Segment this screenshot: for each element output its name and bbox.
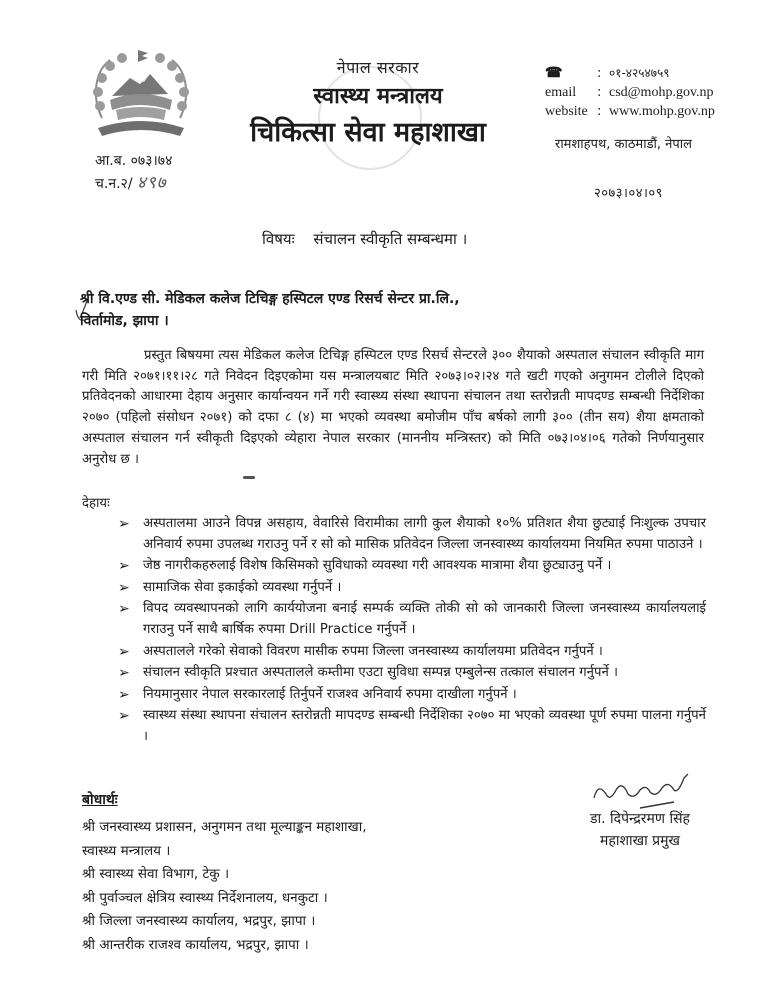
letter-body: प्रस्तुत बिषयमा त्यस मेडिकल कलेज टिचिङ्ग हस्पिटल एण्ड रिसर्च सेन्टरले ३०० शैयाको अस्पताल संचालन स्वीकृति माग गरी मिति २०७१।११।२८ गते निवेदन दिइएकोमा यस मन्त्रालयबाट मिति २०७३।०२।२४ गते खटी गएको अनुगमन टोलीले दिएको प्रतिवेदनको आधारमा देहाय अनुसार कार्यान्वयन गर्ने गरी स्वास्थ्य संस्था स्थापना संचालन तथा स्तरोन्नती मापदण्ड सम्बन्धी निर्देशिका २०७० (पहिलो संसोधन २०७१) को दफा ८ (४) मा भएको व्यवस्था बमोजीम पाँच बर्षको लागी ३०० (तीन सय) शैया क्षमताको अस्पताल संचालन गर्न स्वीकृती दिइएको व्येहारा नेपाल सरकार (माननीय मन्त्रिस्तर) को मिति ०७३।०४।०६ गतेको निर्णयानुसार अनुरोध छ । <box>82 348 704 467</box>
arrow-bullet-icon: ➢ <box>118 579 130 596</box>
arrow-bullet-icon: ➢ <box>118 643 130 660</box>
reference-block <box>95 150 172 195</box>
email-label: email <box>545 85 577 100</box>
subject-line <box>262 229 467 249</box>
arrow-bullet-icon: ➢ <box>118 558 130 575</box>
letterhead <box>250 56 498 149</box>
division-name: चिकित्सा सेवा महाशाखा <box>250 117 486 148</box>
dispatch-number-row <box>95 172 172 195</box>
dispatch-prefix: च.न.२/ <box>95 176 133 192</box>
condition-item: ➢ स्वास्थ्य संस्था स्थापना संचालन स्तरोन्नती मापदण्ड सम्बन्धी निर्देशिका २०७० मा भएको व्यवस्था पूर्ण रुपमा पालना गर्नुपर्ने । <box>118 708 706 744</box>
signatory-title: महाशाखा प्रमुख <box>600 833 680 849</box>
condition-item: ➢ अस्पतालमा आउने विपन्न असहाय, वेवारिसे विरामीका लागी कुल शैयाको १०% प्रतिशत शैया छुट्याई निःशुल्क उपचार अनिवार्य रुपमा उपलब्ध गराउनु पर्ने र सो को मासिक प्रतिवेदन जिल्ला जनस्वास्थ्य कार्यालयमा नियमित रुपमा पाठाउने । <box>118 516 706 552</box>
contact-block <box>545 64 715 121</box>
fiscal-year: आ.ब. ०७३।७४ <box>95 153 173 169</box>
conditions-heading: देहायः <box>82 496 110 511</box>
letter-date: २०७३।०४।०९ <box>594 186 663 201</box>
signature-icon <box>588 772 698 812</box>
telephone-icon: ☎ <box>545 66 563 81</box>
website-label: website <box>545 104 588 119</box>
arrow-bullet-icon: ➢ <box>118 708 130 725</box>
arrow-bullet-icon: ➢ <box>118 665 130 682</box>
condition-item: ➢ अस्पतालले गरेको सेवाको विवरण मासीक रुपमा जिल्ला जनस्वास्थ्य कार्यालयमा प्रतिवेदन गर्नुपर्ने । <box>118 642 706 663</box>
signatory-name: डा. दिपेन्द्ररमण सिंह <box>590 811 690 827</box>
addressee <box>80 288 460 332</box>
office-address: रामशाहपथ, काठमाडौं, नेपाल <box>555 137 692 152</box>
cc-recipient: श्री जिल्ला जनस्वास्थ्य कार्यालय, भद्रपुर, झापा । <box>82 913 316 929</box>
dispatch-number: ४९७ <box>137 173 167 193</box>
condition-item: ➢ सामाजिक सेवा इकाईको व्यवस्था गर्नुपर्ने । <box>118 578 706 599</box>
conditions-list <box>118 514 706 749</box>
cc-recipient: श्री आन्तरीक राजश्व कार्यालय, भद्रपुर, झापा । <box>82 936 309 953</box>
cc-heading: बोधार्थः <box>82 792 118 808</box>
condition-item: ➢ विपद व्यवस्थापनको लागि कार्ययोजना बनाई सम्पर्क व्यक्ति तोकी सो को जानकारी जिल्ला जनस्वास्थ्य कार्यालयलाई गराउनु पर्ने साथै बार्षिक रुपमा Drill Practice गर्नुपर्ने । <box>118 601 706 637</box>
arrow-bullet-icon: ➢ <box>118 686 130 703</box>
condition-item: ➢ जेष्ठ नागरीकहरुलाई विशेष किसिमको सुविधाको व्यवस्था गरी आवश्यक मात्रामा शैया छुट्याउनु पर्ने । <box>118 556 706 577</box>
cc-recipient: श्री पुर्वाञ्चल क्षेत्रिय स्वास्थ्य निर्देशनालय, धनकुटा । <box>82 889 328 906</box>
ministry-name: स्वास्थ्य मन्त्रालय <box>313 84 443 109</box>
email-row: email : csd@mohp.gov.np <box>545 85 714 100</box>
arrow-bullet-icon: ➢ <box>118 601 130 618</box>
website-link[interactable]: www.mohp.gov.np <box>609 104 715 119</box>
nepal-emblem-icon <box>88 48 194 144</box>
condition-item: ➢ नियमानुसार नेपाल सरकारलाई तिर्नुपर्ने राजश्व अनिवार्य रुपमा दाखीला गर्नुपर्ने । <box>118 685 706 706</box>
cc-recipient: श्री जनस्वास्थ्य प्रशासन, अनुगमन तथा मूल्याङ्कन महाशाखा, <box>82 819 367 835</box>
cc-recipient: स्वास्थ्य मन्त्रालय । <box>82 842 171 859</box>
subject-label: विषयः <box>262 230 295 248</box>
condition-item: ➢ संचालन स्वीकृति प्रश्चात अस्पतालले कम्तीमा एउटा सुविधा सम्पन्न एम्बुलेन्स तत्काल संचालन गर्नुपर्ने । <box>118 663 706 684</box>
email-link[interactable]: csd@mohp.gov.np <box>609 85 714 100</box>
website-row: website : www.mohp.gov.np <box>545 104 715 119</box>
phone-number: ०१-४२५४७५९ <box>609 66 670 80</box>
addressee-location: विर्तामोड, झापा । <box>80 313 169 329</box>
arrow-bullet-icon: ➢ <box>118 516 130 532</box>
cc-list <box>82 816 367 957</box>
cc-recipient: श्री स्वास्थ्य सेवा विभाग, टेकु । <box>82 866 230 882</box>
phone-row: ☎ : ०१-४२५४७५९ <box>545 66 670 81</box>
ink-smudge <box>243 476 255 479</box>
government-name: नेपाल सरकार <box>336 58 420 77</box>
subject-text: संचालन स्वीकृति सम्बन्धमा । <box>313 230 468 248</box>
signatory <box>560 808 720 852</box>
addressee-name: श्री वि.एण्ड सी. मेडिकल कलेज टिचिङ्ग हस्पिटल एण्ड रिसर्च सेन्टर प्रा.लि., <box>80 291 460 307</box>
